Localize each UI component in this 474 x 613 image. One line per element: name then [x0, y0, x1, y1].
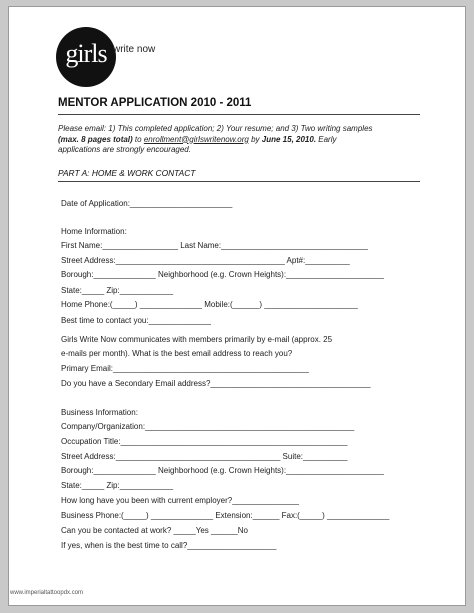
home-phone-field[interactable]: Home Phone:(_____) ______________ Mobile:(______) _____________________	[61, 300, 358, 309]
intro-deadline: June 15, 2010.	[261, 134, 317, 144]
intro-max-pages: (max. 8 pages total)	[58, 134, 133, 144]
home-info-heading: Home Information:	[61, 227, 127, 236]
page-title: MENTOR APPLICATION 2010 - 2011	[58, 97, 252, 109]
home-borough-field[interactable]: Borough:______________ Neighborhood (e.g. Crown Heights):______________________	[61, 270, 384, 279]
intro-to: to	[132, 134, 144, 144]
title-rule	[58, 114, 420, 115]
date-of-application-field[interactable]: Date of Application:_______________________	[61, 199, 233, 208]
intro-line-2	[58, 135, 420, 146]
business-state-zip-field[interactable]: State:_____ Zip:____________	[61, 481, 174, 490]
business-years-field[interactable]: How long have you been with current employer?_______________	[61, 496, 299, 505]
home-name-fields[interactable]: First Name:_________________ Last Name:_________________________________	[61, 241, 368, 250]
business-street-field[interactable]: Street Address:_____________________________________ Suite:__________	[61, 452, 348, 461]
email-note-line-1: Girls Write Now communicates with members primarily by e-mail (approx. 25	[61, 335, 333, 344]
intro-line-1: Please email: 1) This completed application; 2) Your resume; and 3) Two writing samples	[58, 124, 373, 133]
contact-at-work-field[interactable]: Can you be contacted at work? _____Yes ______No	[61, 526, 248, 535]
intro-text	[58, 124, 420, 156]
secondary-email-field[interactable]: Do you have a Secondary Email address?____________________________________	[61, 379, 371, 388]
intro-early: Early	[316, 134, 337, 144]
part-a-heading: PART A: HOME & WORK CONTACT	[58, 168, 196, 178]
best-time-to-call-field[interactable]: If yes, when is the best time to call?____________________	[61, 541, 277, 550]
watermark-footer: www.imperialtattoopdx.com	[10, 590, 84, 596]
primary-email-field[interactable]: Primary Email:____________________________________________	[61, 364, 309, 373]
business-occupation-field[interactable]: Occupation Title:___________________________________________________	[61, 437, 348, 446]
home-state-zip-field[interactable]: State:_____ Zip:____________	[61, 286, 174, 295]
business-borough-field[interactable]: Borough:______________ Neighborhood (e.g. Crown Heights):______________________	[61, 466, 384, 475]
logo-letters: girls	[65, 39, 107, 68]
email-note-line-2: e-mails per month). What is the best email address to reach you?	[61, 349, 293, 358]
intro-email-link[interactable]: enrollment@girlswritenow.org	[143, 134, 249, 144]
business-company-field[interactable]: Company/Organization:_______________________________________________	[61, 422, 355, 431]
business-phone-field[interactable]: Business Phone:(_____) ______________ Extension:______ Fax:(_____) ______________	[61, 511, 390, 520]
intro-line-3: applications are strongly encouraged.	[58, 145, 191, 154]
logo-text: write now	[113, 44, 156, 55]
home-street-field[interactable]: Street Address:______________________________________ Apt#:__________	[61, 256, 350, 265]
intro-by: by	[248, 134, 262, 144]
part-a-rule	[58, 181, 420, 182]
home-best-time-field[interactable]: Best time to contact you:______________	[61, 316, 211, 325]
business-info-heading: Business Information:	[61, 408, 138, 417]
